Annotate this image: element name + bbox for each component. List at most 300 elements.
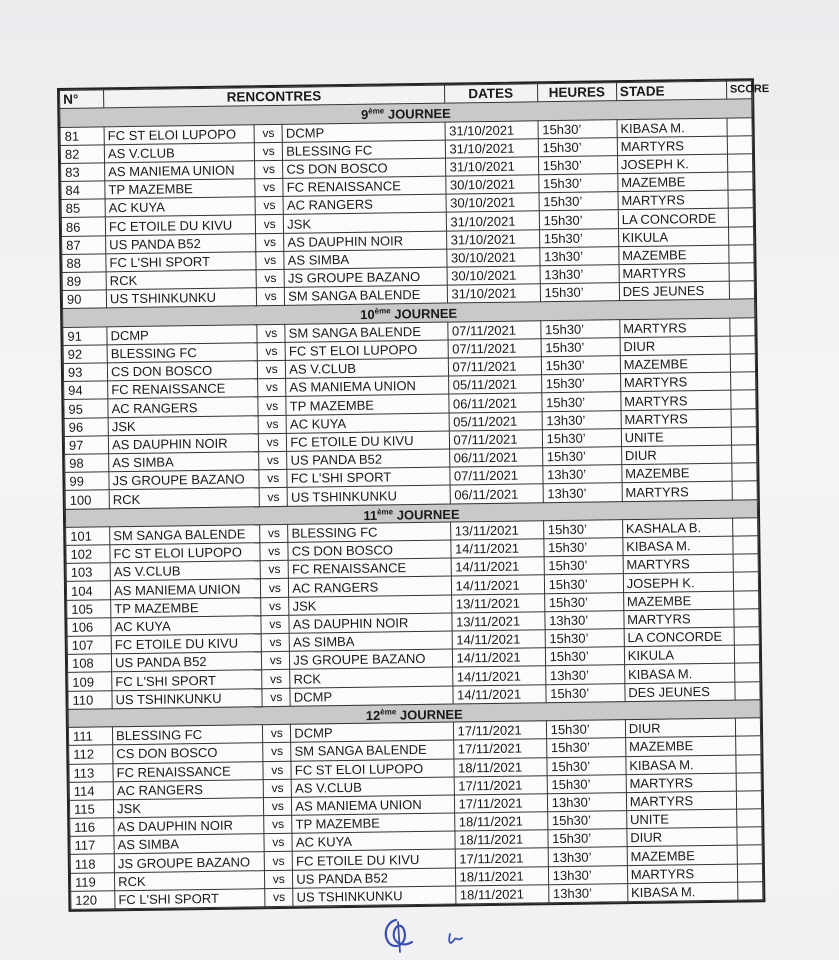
fixture-document [57,78,770,912]
away-team: AS SIMBA [284,249,446,269]
match-time: 15h30’ [539,192,618,211]
score-cell [737,845,762,864]
home-team: US PANDA B52 [106,233,256,253]
away-team: FC ST ELOI LUPOPO [291,759,453,779]
match-time: 13h30’ [545,610,624,629]
home-team: RCK [115,870,265,890]
match-time: 15h30’ [547,756,626,775]
match-number: 107 [67,636,111,655]
match-time: 13h30’ [539,247,618,266]
match-number: 88 [62,254,106,273]
match-date: 17/11/2021 [454,775,547,794]
match-time: 15h30’ [543,538,622,557]
away-team: CS DON BOSCO [288,540,450,560]
stadium: KASHALA B. [622,518,732,538]
away-team: FC ETOILE DU KIVU [287,431,449,451]
home-team: AS SIMBA [109,452,259,472]
stadium: MARTYRS [622,482,732,502]
score-cell [731,390,756,409]
signature-mark [378,912,468,958]
score-cell [738,882,763,901]
away-team: US PANDA B52 [293,868,455,888]
match-time: 15h30’ [538,137,617,156]
vs-label: vs [261,597,289,616]
match-date: 14/11/2021 [450,539,543,558]
match-date: 13/11/2021 [451,593,544,612]
round-label: JOURNEE [394,306,458,323]
home-team: CS DON BOSCO [107,361,257,381]
away-team: DCMP [291,722,453,742]
home-team: RCK [109,488,259,508]
round-suffix: ème [368,106,385,116]
match-time: 13h30’ [542,465,621,484]
vs-label: vs [262,652,290,671]
match-date: 14/11/2021 [452,666,545,685]
home-team: TP MAZEMBE [111,597,261,617]
home-team: AS SIMBA [114,834,264,854]
stadium: MARTYRS [626,791,736,811]
match-number: 108 [67,654,111,673]
away-team: AS V.CLUB [291,777,453,797]
match-number: 114 [69,781,113,800]
score-cell [733,590,758,609]
match-date: 13/11/2021 [451,612,544,631]
away-team: FC L'SHI SPORT [287,467,449,487]
col-header-num: N° [60,90,104,109]
match-date: 07/11/2021 [449,466,542,485]
home-team: CS DON BOSCO [113,743,263,763]
round-number: 11 [363,507,378,523]
match-time: 15h30’ [547,774,626,793]
away-team: DCMP [290,686,452,706]
stadium: MAZEMBE [622,463,732,483]
away-team: US TSHINKUNKU [287,485,449,505]
col-header-score: SCORE [726,81,751,100]
away-team: SM SANGA BALENDE [285,322,447,342]
match-number: 104 [66,581,110,600]
match-time: 15h30’ [548,829,627,848]
home-team: FC RENAISSANCE [108,379,258,399]
match-number: 119 [70,872,114,891]
match-time: 13h30’ [548,847,627,866]
match-number: 102 [66,545,110,564]
stadium: UNITE [626,809,736,829]
match-date: 31/10/2021 [445,157,538,176]
away-team: US PANDA B52 [287,449,449,469]
match-number: 106 [67,618,111,637]
match-date: 31/10/2021 [446,211,539,230]
score-cell [730,336,755,355]
match-number: 94 [64,381,108,400]
stadium: MARTYRS [623,554,733,574]
home-team: TP MAZEMBE [105,179,255,199]
stadium: KIKULA [618,227,728,247]
score-cell [736,736,761,755]
vs-label: vs [255,178,283,197]
score-cell [729,245,754,264]
vs-label: vs [255,197,283,216]
round-label: JOURNEE [399,706,463,723]
away-team: FC RENAISSANCE [288,558,450,578]
fixture-table [59,80,770,910]
match-time: 15h30’ [545,647,624,666]
home-team: JSK [113,798,263,818]
round-number: 9 [360,107,369,123]
match-number: 86 [61,217,105,236]
match-time: 15h30’ [540,319,619,338]
home-team: JS GROUPE BAZANO [114,852,264,872]
stadium: JOSEPH K. [617,154,727,174]
vs-label: vs [265,888,293,907]
away-team: AS DAUPHIN NOIR [284,231,446,251]
match-date: 18/11/2021 [454,830,547,849]
home-team: FC L'SHI SPORT [106,252,256,272]
match-date: 17/11/2021 [453,721,546,740]
score-cell [736,754,761,773]
score-cell [736,791,761,810]
match-date: 18/11/2021 [455,866,548,885]
match-number: 116 [70,818,114,837]
score-cell [728,226,753,245]
vs-label: vs [256,251,284,270]
away-team: BLESSING FC [288,522,450,542]
match-time: 13h30’ [543,483,622,502]
away-team: AC KUYA [292,831,454,851]
home-team: BLESSING FC [112,725,262,745]
match-number: 100 [65,490,109,509]
score-cell [730,317,755,336]
vs-label: vs [263,761,291,780]
match-number: 92 [63,345,107,364]
away-team: AC KUYA [286,413,448,433]
away-team: CS DON BOSCO [283,158,445,178]
away-team: FC ETOILE DU KIVU [292,849,454,869]
home-team: US TSHINKUNKU [112,688,262,708]
stadium: KIKULA [624,645,734,665]
score-cell [728,190,753,209]
score-cell [737,827,762,846]
match-time: 15h30’ [546,683,625,702]
stadium: DIUR [620,336,730,356]
match-number: 118 [70,854,114,873]
match-date: 31/10/2021 [445,120,538,139]
match-time: 13h30’ [548,865,627,884]
home-team: RCK [106,270,256,290]
score-cell [731,427,756,446]
match-date: 18/11/2021 [455,885,548,904]
stadium: LA CONCORDE [624,627,734,647]
vs-label: vs [258,360,286,379]
stadium: MARTYRS [627,864,737,884]
score-cell [728,172,753,191]
away-team: SM SANGA BALENDE [285,285,447,305]
match-time: 15h30’ [541,392,620,411]
match-time: 15h30’ [546,738,625,757]
home-team: JS GROUPE BAZANO [109,470,259,490]
stadium: KIBASA M. [626,755,736,775]
stadium: DIUR [621,445,731,465]
away-team: JS GROUPE BAZANO [290,649,452,669]
stadium: MAZEMBE [619,245,729,265]
vs-label: vs [260,561,288,580]
vs-label: vs [264,852,292,871]
home-team: DCMP [107,324,257,344]
away-team: FC RENAISSANCE [283,176,445,196]
home-team: AC RANGERS [113,779,263,799]
stadium: DIUR [625,718,735,738]
col-header-heures: HEURES [537,83,616,102]
match-time: 13h30’ [547,792,626,811]
match-number: 99 [65,472,109,491]
away-team: AC RANGERS [289,577,451,597]
stadium: DIUR [627,827,737,847]
col-header-rencontres: RENCONTRES [104,85,445,108]
score-cell [731,445,756,464]
vs-label: vs [265,870,293,889]
match-number: 105 [67,599,111,618]
score-cell [728,208,753,227]
match-time: 15h30’ [540,283,619,302]
match-time: 15h30’ [544,592,623,611]
vs-label: vs [263,724,291,743]
match-number: 109 [68,672,112,691]
vs-label: vs [260,542,288,561]
match-date: 07/11/2021 [447,320,540,339]
score-cell [734,609,759,628]
away-team: JSK [289,595,451,615]
match-date: 17/11/2021 [453,739,546,758]
score-cell [731,408,756,427]
vs-label: vs [264,815,292,834]
vs-label: vs [259,451,287,470]
away-team: AS SIMBA [289,631,451,651]
score-cell [727,117,752,136]
vs-label: vs [257,342,285,361]
match-time: 13h30’ [548,883,627,902]
score-cell [732,463,757,482]
away-team: AC RANGERS [283,194,445,214]
match-time: 15h30’ [546,720,625,739]
match-time: 15h30’ [539,210,618,229]
round-number: 10 [360,307,375,323]
match-date: 14/11/2021 [452,684,545,703]
match-date: 14/11/2021 [451,575,544,594]
stadium: MAZEMBE [620,354,730,374]
home-team: AS MANIEMA UNION [105,161,255,181]
vs-label: vs [261,615,289,634]
vs-label: vs [262,688,290,707]
stadium: LA CONCORDE [618,209,728,229]
away-team: JSK [284,213,446,233]
stadium: MARTYRS [620,318,730,338]
match-date: 18/11/2021 [454,812,547,831]
match-date: 06/11/2021 [448,393,541,412]
match-number: 117 [70,836,114,855]
score-cell [729,281,754,300]
away-team: AS MANIEMA UNION [292,795,454,815]
match-number: 91 [63,327,107,346]
score-cell [727,154,752,173]
stadium: UNITE [621,427,731,447]
match-time: 15h30’ [543,520,622,539]
stadium: MARTYRS [621,391,731,411]
match-time: 15h30’ [547,811,626,830]
vs-label: vs [256,269,284,288]
home-team: AS V.CLUB [104,142,254,162]
col-header-stade: STADE [616,81,726,101]
match-date: 14/11/2021 [451,557,544,576]
stadium: KIBASA M. [627,882,737,902]
match-number: 111 [68,727,112,746]
match-date: 31/10/2021 [446,229,539,248]
away-team: JS GROUPE BAZANO [284,267,446,287]
away-team: BLESSING FC [283,140,445,160]
match-number: 82 [60,145,104,164]
vs-label: vs [257,288,285,307]
score-cell [735,663,760,682]
away-team: RCK [290,667,452,687]
away-team: AS V.CLUB [286,358,448,378]
match-number: 83 [61,163,105,182]
match-date: 31/10/2021 [447,284,540,303]
match-date: 18/11/2021 [453,757,546,776]
vs-label: vs [254,124,282,143]
stadium: JOSEPH K. [623,573,733,593]
match-number: 87 [62,235,106,254]
vs-label: vs [262,670,290,689]
match-time: 13h30’ [540,265,619,284]
match-date: 30/10/2021 [445,175,538,194]
match-date: 31/10/2021 [445,138,538,157]
match-time: 15h30’ [544,574,623,593]
score-cell [735,681,760,700]
stadium: MARTYRS [626,773,736,793]
home-team: AS DAUPHIN NOIR [108,434,258,454]
match-number: 101 [66,527,110,546]
match-number: 89 [62,272,106,291]
home-team: FC RENAISSANCE [113,761,263,781]
match-date: 30/10/2021 [447,266,540,285]
score-cell [735,718,760,737]
match-number: 95 [64,399,108,418]
round-number: 12 [365,707,381,723]
match-date: 17/11/2021 [454,794,547,813]
match-time: 13h30’ [545,665,624,684]
away-team: TP MAZEMBE [286,395,448,415]
stadium: MARTYRS [619,263,729,283]
stadium: MARTYRS [620,372,730,392]
vs-label: vs [256,233,284,252]
vs-label: vs [263,743,291,762]
score-cell [733,536,758,555]
col-header-dates: DATES [444,84,537,103]
score-cell [737,809,762,828]
home-team: BLESSING FC [107,343,257,363]
away-team: US TSHINKUNKU [293,886,455,906]
vs-label: vs [257,324,285,343]
home-team: FC L'SHI SPORT [112,670,262,690]
vs-label: vs [263,779,291,798]
match-time: 15h30’ [538,119,617,138]
home-team: FC ST ELOI LUPOPO [110,543,260,563]
vs-label: vs [255,142,283,161]
away-team: AS DAUPHIN NOIR [289,613,451,633]
home-team: FC ETOILE DU KIVU [111,634,261,654]
match-number: 97 [64,436,108,455]
vs-label: vs [258,415,286,434]
stadium: DES JEUNES [619,281,729,301]
home-team: AS MANIEMA UNION [110,579,260,599]
match-number: 93 [63,363,107,382]
match-date: 14/11/2021 [452,630,545,649]
vs-label: vs [261,633,289,652]
score-cell [732,481,757,500]
match-time: 15h30’ [538,174,617,193]
vs-label: vs [259,433,287,452]
match-date: 17/11/2021 [455,848,548,867]
vs-label: vs [260,524,288,543]
match-date: 06/11/2021 [449,448,542,467]
away-team: SM SANGA BALENDE [291,740,453,760]
home-team: US TSHINKUNKU [106,288,256,308]
match-time: 15h30’ [542,429,621,448]
vs-label: vs [264,834,292,853]
match-date: 13/11/2021 [450,521,543,540]
match-number: 85 [61,199,105,218]
home-team: US PANDA B52 [111,652,261,672]
home-team: SM SANGA BALENDE [110,525,260,545]
match-time: 15h30’ [541,356,620,375]
score-cell [736,772,761,791]
match-number: 103 [66,563,110,582]
round-label: JOURNEE [396,506,460,523]
home-team: FC L'SHI SPORT [115,888,265,908]
match-number: 96 [64,417,108,436]
match-number: 120 [71,891,115,910]
match-time: 15h30’ [539,228,618,247]
match-number: 98 [65,454,109,473]
stadium: MARTYRS [618,190,728,210]
round-suffix: ème [374,306,391,316]
stadium: KIBASA M. [617,118,727,138]
score-cell [737,863,762,882]
match-time: 13h30’ [542,410,621,429]
match-number: 110 [68,690,112,709]
stadium: MAZEMBE [623,591,733,611]
stadium: KIBASA M. [624,664,734,684]
round-label: JOURNEE [387,106,451,122]
away-team: DCMP [282,122,444,142]
score-cell [734,627,759,646]
vs-label: vs [258,397,286,416]
vs-label: vs [259,470,287,489]
match-date: 07/11/2021 [448,339,541,358]
vs-label: vs [259,488,287,507]
home-team: AC KUYA [105,197,255,217]
score-cell [727,136,752,155]
match-date: 30/10/2021 [446,193,539,212]
match-time: 15h30’ [541,374,620,393]
match-time: 15h30’ [542,447,621,466]
match-number: 112 [69,745,113,764]
stadium: MARTYRS [624,609,734,629]
stadium: MARTYRS [617,136,727,156]
match-date: 07/11/2021 [449,430,542,449]
match-date: 14/11/2021 [452,648,545,667]
away-team: FC ST ELOI LUPOPO [285,340,447,360]
away-team: AS MANIEMA UNION [286,376,448,396]
stadium: MAZEMBE [625,736,735,756]
